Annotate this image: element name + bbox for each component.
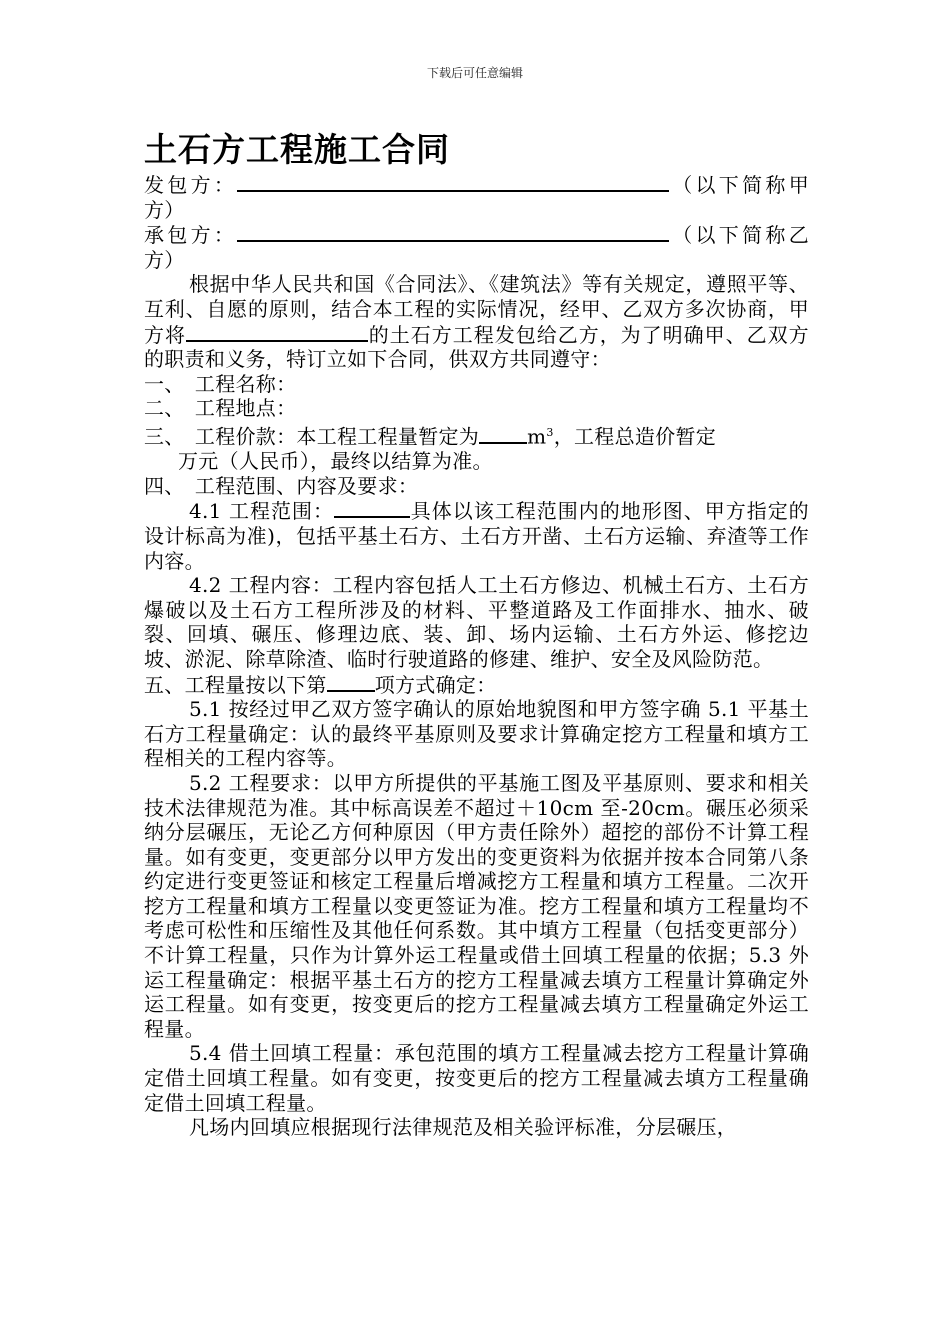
section-5-2: 5.2 工程要求：以甲方所提供的平基施工图及平基原则、要求和相关技术法律规范为准。其中标高误差不超过＋10cm 至-20cm。碾压必须采纳分层碾压，无论乙方何种原因（甲方责任除外）超挖的部份不计算工程量。如有变更，变更部分以甲方发出的变更资料为依据并按本合同第八条约定进行变更签证和核定工程量后增减挖方工程量和填方工程量。二次开挖方工程量和填方工程量以变更签证为准。挖方工程量和填方工程量均不考虑可松性和压缩性及其他任何系数。其中填方工程量（包括变更部分）不计算工程量，只作为计算外运工程量或借土回填工程量的依据；5.3 外运工程量确定：根据平基土石方的挖方工程量减去填方工程量计算确定外运工程量。如有变更，按变更后的挖方工程量减去填方工程量确定外运工程量。 [144,770,809,1041]
unit: m [527,424,547,449]
header-note: 下载后可任意编辑 [426,66,523,80]
preamble-part2: 的土石方工程发包给乙方，为了明确甲、乙双方的职责和义务，特订立如下合同，供双方共同遵守： [144,322,809,372]
backfill-paragraph: 凡场内回填应根据现行法律规范及相关验评标准，分层碾压， [189,1115,738,1140]
party-a-suffix: （以下简称甲方） [144,173,809,222]
party-a-label: 发包方： [144,173,238,197]
section-5-a: 五、工程量按以下第 [144,672,327,697]
preamble-part1: 根据中华人民共和国《合同法》、《建筑法》等有关规定，遵照平等、互利、自愿的原则，结合本工程的实际情况，经甲、乙双方多次协商，甲方将 [144,272,809,347]
price-text-a: 三、 工程价款：本工程工程量暂定为 [144,424,480,449]
party-b-label: 承包方： [144,223,238,248]
item-scope-heading: 四、 工程范围、内容及要求： [144,473,419,498]
unit-superscript: 3 [546,425,554,439]
item-project-price-cont: 万元（人民币），最终以结算为准。 [178,449,493,474]
party-a-line [144,172,809,222]
section-4-1-a: 4.1 工程范围： [189,499,335,524]
party-b-suffix: （以下简称乙方） [144,223,809,272]
section-5-1: 5.1 按经过甲乙双方签字确认的原始地貌图和甲方签字确 5.1 平基土石方工程量确定：认的最终平基原则及要求计算确定挖方工程量和填方工程相关的工程内容等。 [144,697,809,771]
item-project-price [144,421,809,449]
party-a-blank [237,172,669,192]
section-5-4: 5.4 借土回填工程量：承包范围的填方工程量减去挖方工程量计算确定借土回填工程量。如有变更，按变更后的挖方工程量减去填方工程量确定借土回填工程量。 [144,1041,809,1115]
section-4-2: 4.2 工程内容：工程内容包括人工土石方修边、机械土石方、土石方爆破以及土石方工程所涉及的材料、平整道路及工作面排水、抽水、破裂、回填、碾压、修理边底、装、卸、场内运输、土石方外运、修挖边坡、淤泥、除草除渣、临时行驶道路的修建、维护、安全及风险防范。 [144,573,809,671]
item-project-name: 一、 工程名称： [144,371,297,396]
preamble [144,272,809,371]
quantity-blank [479,424,527,444]
contract-body [144,128,809,1140]
section-4-1 [144,498,809,573]
party-b-line [144,222,809,272]
party-b-blank [237,222,669,242]
project-blank [186,322,368,342]
section-5-b: 项方式确定： [374,672,497,697]
section-5-heading [144,672,809,698]
scope-blank [334,498,410,518]
item-project-location: 二、 工程地点： [144,396,297,421]
document-title: 土石方工程施工合同 [144,130,450,169]
section-4-1-b: 具体以该工程范围内的地形图、甲方指定的设计标高为准)，包括平基土石方、土石方开凿、土石方运输、弃渣等工作内容。 [144,499,809,573]
method-blank [327,672,375,692]
price-text-b: ，工程总造价暂定 [553,424,717,449]
